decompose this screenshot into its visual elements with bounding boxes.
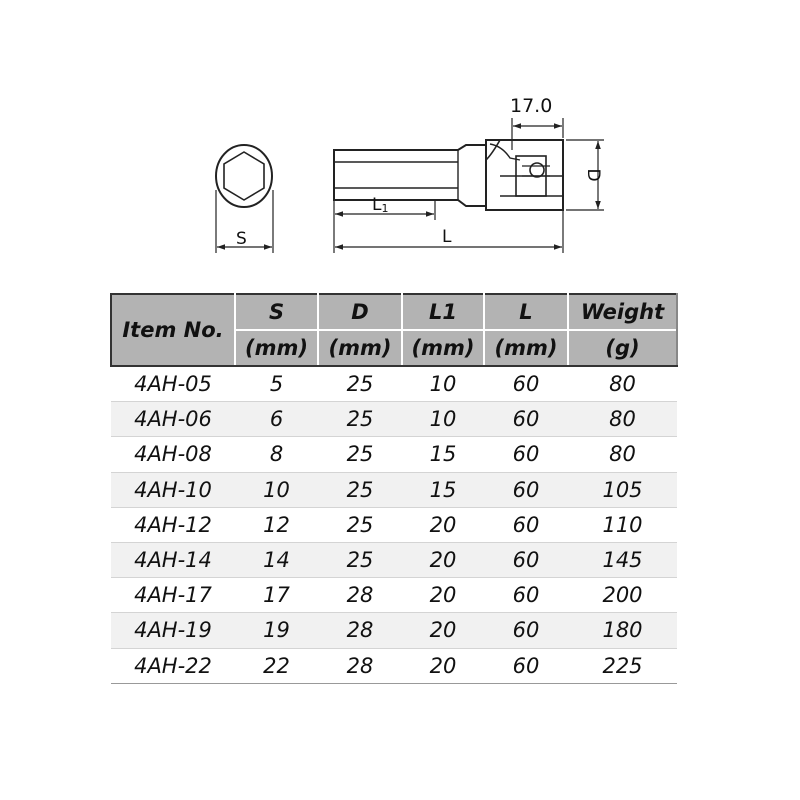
cell-d: 28	[318, 578, 402, 613]
cell-s: 5	[235, 366, 318, 402]
label-d: D	[583, 168, 603, 182]
cell-l: 60	[484, 507, 568, 542]
header-weight: Weight	[568, 294, 677, 330]
table-row	[111, 366, 677, 402]
cell-l: 60	[484, 613, 568, 648]
cell-l: 60	[484, 648, 568, 683]
cell-l: 60	[484, 472, 568, 507]
cell-item: 4AH-19	[111, 613, 235, 648]
cell-d: 25	[318, 472, 402, 507]
table-row	[111, 437, 677, 472]
label-l: L	[442, 227, 452, 247]
cell-d: 25	[318, 402, 402, 437]
table-row	[111, 402, 677, 437]
spec-table	[110, 293, 678, 684]
unit-weight: (g)	[568, 330, 677, 366]
cell-l: 60	[484, 578, 568, 613]
cell-d: 25	[318, 507, 402, 542]
cell-d: 28	[318, 648, 402, 683]
cell-s: 12	[235, 507, 318, 542]
label-17: 17.0	[510, 95, 553, 117]
cell-l1: 10	[402, 366, 484, 402]
cell-l1: 20	[402, 578, 484, 613]
header-l1: L1	[402, 294, 484, 330]
label-s: S	[236, 229, 247, 249]
cell-weight: 110	[568, 507, 677, 542]
cell-s: 17	[235, 578, 318, 613]
cell-weight: 180	[568, 613, 677, 648]
cell-l1: 20	[402, 507, 484, 542]
cell-l1: 20	[402, 648, 484, 683]
table-row	[111, 507, 677, 542]
bit-side-view	[334, 118, 604, 253]
cell-s: 8	[235, 437, 318, 472]
cell-d: 25	[318, 437, 402, 472]
cell-l1: 20	[402, 613, 484, 648]
cell-d: 25	[318, 366, 402, 402]
cell-weight: 145	[568, 542, 677, 577]
header-l: L	[484, 294, 568, 330]
cell-s: 14	[235, 542, 318, 577]
cell-item: 4AH-14	[111, 542, 235, 577]
label-l1-sub: 1	[381, 202, 389, 215]
cell-l1: 15	[402, 437, 484, 472]
table-row	[111, 613, 677, 648]
cell-d: 25	[318, 542, 402, 577]
cell-l: 60	[484, 366, 568, 402]
cell-l1: 20	[402, 542, 484, 577]
label-l1	[372, 195, 388, 215]
cell-weight: 105	[568, 472, 677, 507]
cell-s: 6	[235, 402, 318, 437]
cell-item: 4AH-12	[111, 507, 235, 542]
cell-l: 60	[484, 402, 568, 437]
cell-l: 60	[484, 542, 568, 577]
cell-s: 19	[235, 613, 318, 648]
unit-s: (mm)	[235, 330, 318, 366]
cell-l: 60	[484, 437, 568, 472]
cell-weight: 200	[568, 578, 677, 613]
cell-s: 10	[235, 472, 318, 507]
cell-weight: 80	[568, 437, 677, 472]
unit-l1: (mm)	[402, 330, 484, 366]
header-item-no: Item No.	[111, 294, 235, 366]
cell-item: 4AH-06	[111, 402, 235, 437]
cell-item: 4AH-10	[111, 472, 235, 507]
unit-d: (mm)	[318, 330, 402, 366]
header-d: D	[318, 294, 402, 330]
cell-item: 4AH-08	[111, 437, 235, 472]
cell-item: 4AH-17	[111, 578, 235, 613]
cell-s: 22	[235, 648, 318, 683]
cell-weight: 80	[568, 402, 677, 437]
cell-d: 28	[318, 613, 402, 648]
label-l1-main: L	[372, 195, 382, 215]
cell-item: 4AH-22	[111, 648, 235, 683]
cell-weight: 80	[568, 366, 677, 402]
header-s: S	[235, 294, 318, 330]
cell-l1: 15	[402, 472, 484, 507]
cell-weight: 225	[568, 648, 677, 683]
spec-table-body	[111, 366, 677, 683]
table-row	[111, 648, 677, 683]
table-row	[111, 542, 677, 577]
cell-item: 4AH-05	[111, 366, 235, 402]
table-row	[111, 472, 677, 507]
unit-l: (mm)	[484, 330, 568, 366]
table-row	[111, 578, 677, 613]
cell-l1: 10	[402, 402, 484, 437]
technical-drawing	[0, 0, 800, 270]
